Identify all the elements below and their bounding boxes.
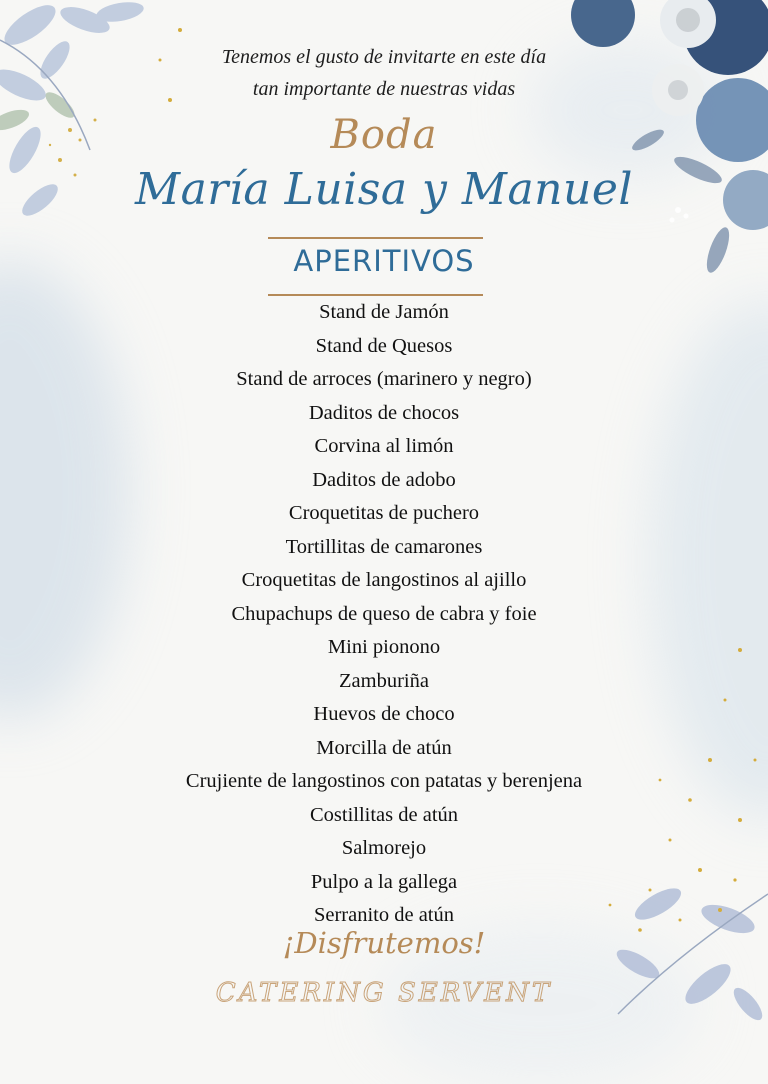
menu-item: Tortillitas de camarones bbox=[285, 535, 483, 558]
intro-line-1: Tenemos el gusto de invitarte en este día bbox=[221, 46, 547, 68]
menu-item: Serranito de atún bbox=[313, 904, 455, 926]
closing-text: ¡Disfrutemos! bbox=[282, 926, 486, 960]
menu-item: Zamburiña bbox=[339, 669, 429, 692]
menu-item: Huevos de choco bbox=[313, 703, 455, 725]
menu-item: Costillitas de atún bbox=[309, 803, 459, 826]
menu-item: Crujiente de langostinos con patatas y berenjena bbox=[185, 770, 583, 792]
footer-brand: CATERING SERVENT bbox=[215, 978, 553, 1008]
menu-item: Morcilla de atún bbox=[316, 736, 452, 759]
section-rule-top bbox=[268, 237, 483, 239]
intro-line-2: tan importante de nuestras vidas bbox=[252, 78, 516, 100]
section-title: APERITIVOS bbox=[293, 244, 475, 278]
menu-item: Croquetitas de puchero bbox=[288, 502, 480, 524]
menu-item: Croquetitas de langostinos al ajillo bbox=[241, 569, 527, 591]
menu-item: Mini pionono bbox=[327, 636, 441, 658]
menu-item: Daditos de adobo bbox=[312, 468, 456, 491]
menu-item: Corvina al limón bbox=[314, 435, 454, 457]
menu-item: Stand de arroces (marinero y negro) bbox=[236, 368, 532, 390]
menu-item: Chupachups de queso de cabra y foie bbox=[231, 602, 537, 625]
menu-item: Salmorejo bbox=[341, 837, 427, 859]
event-title: Boda bbox=[330, 112, 438, 158]
menu-item: Daditos de chocos bbox=[308, 401, 460, 424]
menu-item: Pulpo a la gallega bbox=[310, 870, 458, 893]
menu-list bbox=[0, 296, 768, 933]
menu-item: Stand de Quesos bbox=[315, 334, 453, 357]
menu-item: Stand de Jamón bbox=[319, 301, 449, 323]
couple-names: María Luisa y Manuel bbox=[135, 164, 633, 215]
